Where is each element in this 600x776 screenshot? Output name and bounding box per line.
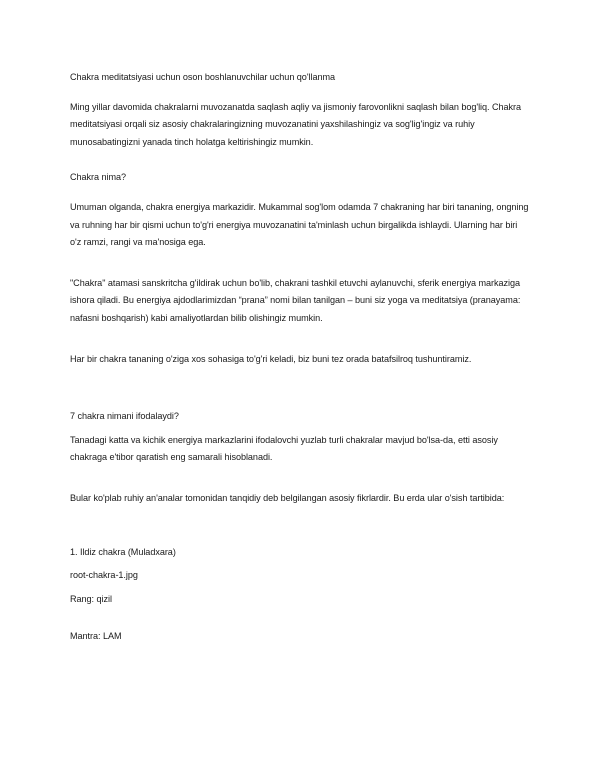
item1-mantra: Mantra: LAM	[70, 631, 122, 642]
paragraph-seven-2: Bular ko'plab ruhiy an'analar tomonidan tanqidiy deb belgilangan asosiy fikrlardir. Bu erda ular o'sish tartibida:	[70, 492, 505, 503]
paragraph-seven-1: Tanadagi katta va kichik energiya markazlarini ifodalovchi yuzlab turli chakralar mavjud bo'lsa-da, etti asosiy chakraga e'tibor qaratish eng samarali hisoblanadi.	[70, 434, 498, 463]
item1-color: Rang: qizil	[70, 593, 112, 604]
heading-seven-chakras: 7 chakra nimani ifodalaydi?	[70, 411, 179, 422]
item1-heading: 1. Ildiz chakra (Muladxara)	[70, 546, 176, 557]
paragraph-what-1: Umuman olganda, chakra energiya markazidir. Mukammal sog'lom odamda 7 chakraning har biri tananing, ongning va ruhning har bir qismi uchun to'g'ri energiya muvozanatini ta'minlash uchun birgalikda ishlaydi. Ularning har biri o'z ramzi, rangi va ma'nosiga ega.	[70, 201, 529, 248]
paragraph-what-2: "Chakra" atamasi sanskritcha g'ildirak uchun bo'lib, chakrani tashkil etuvchi aylanuvchi, sferik energiya markaziga ishora qiladi. Bu energiya ajdodlarimizdan “prana” nomi bilan tanilgan – buni siz yoga va meditatsiya (pranayama: nafasni boshqarish) kabi amaliyotlardan bilib olishingiz mumkin.	[70, 277, 521, 323]
document-title: Chakra meditatsiyasi uchun oson boshlanuvchilar uchun qo'llanma	[70, 72, 335, 82]
intro-paragraph: Ming yillar davomida chakralarni muvozanatda saqlash aqliy va jismoniy farovonlikni saqlash bilan bog'liq. Chakra meditatsiyasi orqali siz asosiy chakralaringizning muvozanatini yaxshilashingiz va sog'lig'ingiz va ruhiy munosabatingizni yanada tinch holatga keltirishingiz mumkin.	[70, 101, 522, 147]
item1-image-filename: root-chakra-1.jpg	[70, 570, 138, 581]
paragraph-what-3: Har bir chakra tananing o'ziga xos sohasiga to'g'ri keladi, biz buni tez orada batafsilroq tushuntiramiz.	[70, 353, 472, 364]
heading-what-is-chakra: Chakra nima?	[70, 172, 127, 183]
